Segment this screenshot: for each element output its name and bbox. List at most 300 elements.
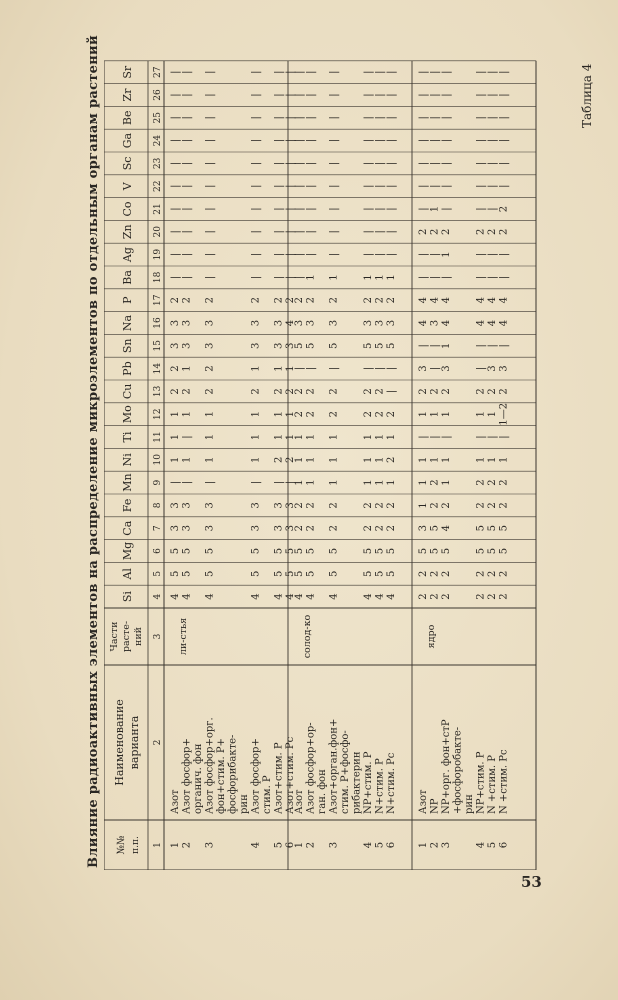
cell-value: 1: [374, 274, 386, 281]
cell-value: |: [374, 252, 386, 257]
cell-value: 5: [429, 547, 441, 555]
cell-value: |: [305, 230, 317, 234]
cell-value: 2: [363, 297, 374, 304]
cell-value: 4: [418, 297, 429, 304]
cell-value: |: [441, 70, 452, 74]
cell-value: 2: [441, 570, 452, 577]
part-label: ядро: [426, 624, 437, 649]
cell-value: |: [363, 207, 374, 211]
variant-name-line: стим. P: [262, 775, 273, 814]
cell-value: 2: [418, 388, 429, 395]
cell-value: |: [305, 161, 317, 166]
cell-value: 2: [498, 388, 510, 395]
column-number: 10: [153, 454, 163, 466]
cell-value: |: [386, 230, 397, 234]
cell-value: |: [250, 138, 262, 143]
cell-value: 2: [487, 502, 498, 509]
cell-value: 5: [328, 570, 340, 577]
variant-name-line: Азот фосфор+орг.: [204, 717, 216, 814]
cell-value: |: [441, 116, 452, 120]
variant-name-line: Азот+стим. Pc: [285, 736, 296, 814]
cell-value: 5: [441, 547, 452, 555]
header-element-fe: Fe: [121, 498, 134, 513]
cell-value: 5: [273, 570, 285, 577]
cell-value: |: [498, 70, 510, 74]
cell-value: |: [294, 161, 305, 166]
header-element-pb: Pb: [121, 361, 134, 376]
cell-value: |: [429, 184, 441, 188]
cell-value: 2: [418, 593, 429, 600]
cell-value: 5: [305, 570, 317, 577]
cell-value: |: [441, 207, 452, 211]
cell-value: 5: [475, 525, 487, 532]
cell-value: 1: [250, 456, 262, 463]
variant-name-line: N +стим. P: [487, 755, 498, 814]
cell-value: 5: [386, 570, 397, 577]
cell-value: 3: [328, 319, 340, 327]
cell-value: |: [305, 207, 317, 211]
cell-value: |: [328, 184, 340, 188]
variant-number: 5: [374, 841, 386, 849]
cell-value: |: [487, 70, 498, 74]
cell-value: 1: [250, 433, 262, 441]
cell-value: |: [250, 207, 262, 211]
cell-value: 2: [418, 228, 429, 235]
cell-value: 5: [204, 570, 216, 577]
cell-value: 2: [363, 525, 374, 532]
cell-value: |: [273, 93, 285, 97]
cell-value: 2: [487, 479, 498, 486]
variant-name-line: N+стим. Pc: [386, 752, 397, 814]
cell-value: 3: [250, 525, 262, 532]
variant-name-line: Азот: [418, 789, 429, 814]
column-number: 26: [153, 89, 163, 101]
cell-value: |: [273, 116, 285, 120]
cell-value: |: [374, 116, 386, 120]
variant-number: 3: [204, 841, 216, 849]
cell-value: 5: [204, 547, 216, 555]
header-element-p: P: [121, 296, 134, 304]
column-number: 23: [153, 157, 163, 170]
cell-value: 2: [328, 502, 340, 509]
header-num-sub: п.п.: [131, 836, 141, 854]
cell-value: 3: [273, 525, 285, 532]
cell-value: |: [250, 480, 262, 485]
variant-number: 6: [386, 841, 397, 849]
variant-name-line: фосфорибакте-: [227, 734, 239, 814]
cell-value: |: [429, 70, 441, 74]
cell-value: 5: [328, 342, 340, 349]
variant-name-line: органич. фон: [193, 743, 204, 814]
cell-value: |: [170, 207, 181, 211]
cell-value: |: [475, 366, 487, 371]
cell-value: |: [273, 252, 285, 257]
cell-value: 2: [429, 502, 441, 509]
cell-value: |: [475, 184, 487, 188]
cell-value: 2: [374, 502, 386, 509]
cell-value: 1: [181, 411, 193, 418]
cell-value: 1: [374, 433, 386, 441]
cell-value: |: [487, 207, 498, 211]
cell-value: 2: [475, 479, 487, 486]
cell-value: 1: [429, 205, 441, 213]
cell-value: |: [429, 93, 441, 97]
cell-value: 2: [429, 570, 441, 577]
cell-value: |: [285, 161, 296, 166]
cell-value: |: [475, 435, 487, 439]
cell-value: |: [285, 138, 296, 143]
cell-value: 1: [181, 365, 193, 372]
cell-value: |: [285, 184, 296, 188]
cell-value: 1: [363, 433, 374, 441]
header-element-ni: Ni: [121, 453, 134, 467]
cell-value: |: [285, 480, 296, 485]
cell-value: |: [170, 252, 181, 257]
cell-value: 1: [305, 433, 317, 441]
cell-value: 1: [386, 433, 397, 441]
cell-value: 1: [294, 479, 305, 486]
cell-value: 5: [328, 547, 340, 555]
cell-value: |: [204, 161, 216, 166]
cell-value: 2: [328, 525, 340, 532]
cell-value: 1: [250, 365, 262, 372]
cell-value: 4: [374, 593, 386, 600]
cell-value: 3: [170, 319, 181, 327]
variant-number: 3: [441, 841, 452, 849]
cell-value: |: [328, 230, 340, 234]
cell-value: 2: [204, 365, 216, 372]
cell-value: 4: [285, 319, 296, 327]
cell-value: |: [475, 93, 487, 97]
table-title: Влияние радиоактивных элементов на распределение микроэлементов по отдельным органам растений: [86, 35, 101, 868]
cell-value: |: [181, 435, 193, 439]
cell-value: 3: [498, 365, 510, 372]
cell-value: 1: [374, 456, 386, 463]
cell-value: 5: [374, 342, 386, 349]
cell-value: 5: [386, 342, 397, 349]
cell-value: |: [374, 230, 386, 234]
cell-value: 5: [294, 547, 305, 555]
cell-value: 1: [487, 411, 498, 418]
cell-value: 2: [204, 388, 216, 395]
cell-value: |: [487, 435, 498, 439]
cell-value: |: [204, 138, 216, 143]
cell-value: 2: [170, 365, 181, 372]
cell-value: |: [429, 116, 441, 120]
cell-value: 4: [475, 319, 487, 327]
cell-value: 4: [498, 297, 510, 304]
cell-value: |: [328, 116, 340, 120]
column-number: 11: [153, 431, 163, 443]
cell-value: 2: [170, 388, 181, 395]
cell-value: |: [441, 138, 452, 143]
header-element-co: Co: [121, 201, 134, 217]
header-element-mn: Mn: [121, 473, 134, 492]
cell-value: |: [498, 161, 510, 166]
cell-value: 4: [363, 593, 374, 600]
cell-value: 3: [204, 342, 216, 349]
variant-name-line: рин: [239, 794, 250, 814]
table-number: Таблица 4: [580, 63, 594, 128]
header-element-mg: Mg: [121, 541, 134, 561]
cell-value: |: [305, 138, 317, 143]
cell-value: |: [170, 230, 181, 234]
cell-value: |: [273, 275, 285, 280]
cell-value: |: [294, 366, 305, 371]
cell-value: 1: [386, 479, 397, 486]
cell-value: 2: [294, 388, 305, 395]
cell-value: |: [285, 207, 296, 211]
column-number: 20: [153, 226, 163, 238]
cell-value: 1: [418, 479, 429, 486]
cell-value: 4: [418, 319, 429, 327]
cell-value: 1: [487, 456, 498, 463]
cell-value: 1: [328, 274, 340, 281]
cell-value: 1: [441, 456, 452, 463]
cell-value: 2: [475, 228, 487, 235]
cell-value: 5: [429, 525, 441, 532]
cell-value: |: [418, 138, 429, 143]
cell-value: 5: [285, 570, 296, 577]
column-number: 25: [153, 112, 163, 124]
cell-value: 2: [429, 388, 441, 395]
cell-value: |: [328, 252, 340, 257]
cell-value: 3: [418, 365, 429, 372]
cell-value: 3: [386, 319, 397, 327]
cell-value: |: [170, 480, 181, 485]
cell-value: 5: [374, 570, 386, 577]
cell-value: |: [273, 207, 285, 211]
cell-value: 2: [386, 525, 397, 532]
cell-value: 3: [273, 342, 285, 349]
cell-value: 2: [498, 570, 510, 577]
cell-value: 1: [305, 274, 317, 281]
cell-value: 1: [429, 456, 441, 463]
cell-value: |: [386, 70, 397, 74]
cell-value: |: [181, 184, 193, 188]
cell-value: |: [386, 389, 397, 394]
cell-value: 3: [429, 319, 441, 327]
cell-value: |: [429, 252, 441, 257]
variant-name-line: NP: [429, 798, 441, 814]
cell-value: 2: [429, 479, 441, 486]
cell-value: |: [475, 207, 487, 211]
cell-value: |: [374, 70, 386, 74]
cell-value: |: [363, 230, 374, 234]
header-num: №№: [116, 835, 127, 855]
header-element-zr: Zr: [121, 88, 134, 102]
cell-value: |: [475, 275, 487, 280]
header-element-v: V: [121, 182, 134, 191]
cell-value: |: [475, 116, 487, 120]
variant-name-line: фон+стим. P+: [216, 738, 227, 814]
cell-value: 3: [170, 525, 181, 532]
cell-value: 5: [305, 342, 317, 349]
cell-value: 2: [418, 570, 429, 577]
column-number: 13: [153, 385, 163, 398]
variant-number: 3: [328, 841, 340, 849]
cell-value: |: [441, 161, 452, 166]
cell-value: 2: [181, 297, 193, 304]
cell-value: 4: [441, 297, 452, 304]
cell-value: |: [418, 207, 429, 211]
cell-value: 2: [273, 388, 285, 395]
variant-number: 2: [429, 841, 441, 849]
cell-value: 2: [305, 525, 317, 532]
variant-name-line: Азот: [294, 789, 305, 814]
cell-value: |: [418, 252, 429, 257]
cell-value: 2: [328, 388, 340, 395]
cell-value: 5: [250, 547, 262, 555]
cell-value: |: [250, 161, 262, 166]
cell-value: 1: [386, 274, 397, 281]
cell-value: 2: [170, 297, 181, 304]
variant-name-line: рин: [464, 794, 475, 814]
table-svg: [104, 60, 544, 870]
header-element-ti: Ti: [121, 431, 134, 443]
cell-value: |: [363, 161, 374, 166]
cell-value: |: [487, 275, 498, 280]
cell-value: |: [386, 252, 397, 257]
cell-value: 2: [498, 593, 510, 600]
column-number: 27: [153, 66, 163, 78]
cell-value: |: [305, 116, 317, 120]
cell-value: 4: [328, 593, 340, 600]
cell-value: 2: [441, 593, 452, 600]
cell-value: 4: [487, 319, 498, 327]
variant-name-line: N +стим. Pc: [498, 749, 510, 814]
header-variant-sub: варианта: [128, 715, 141, 770]
cell-value: 2: [487, 388, 498, 395]
column-number: 15: [153, 340, 163, 352]
cell-value: 4: [487, 297, 498, 304]
cell-value: 2: [285, 297, 296, 304]
cell-value: 3: [250, 342, 262, 349]
cell-value: 2: [363, 411, 374, 418]
variant-name-line: Азот: [170, 789, 181, 814]
cell-value: 1: [285, 365, 296, 372]
cell-value: 5: [386, 547, 397, 555]
cell-value: |: [204, 116, 216, 120]
cell-value: |: [250, 184, 262, 188]
cell-value: |: [386, 138, 397, 143]
variant-number: 4: [363, 841, 374, 849]
cell-value: |: [429, 138, 441, 143]
cell-value: 1: [441, 342, 452, 349]
cell-value: |: [418, 116, 429, 120]
cell-value: 5: [498, 525, 510, 532]
cell-value: 1: [294, 433, 305, 441]
cell-value: 3: [285, 525, 296, 532]
cell-value: 1: [170, 411, 181, 418]
column-number: 9: [153, 479, 163, 486]
cell-value: 2: [294, 502, 305, 509]
cell-value: |: [441, 275, 452, 280]
cell-value: 2: [328, 411, 340, 418]
cell-value: 4: [285, 593, 296, 600]
cell-value: |: [498, 184, 510, 188]
cell-value: |: [498, 116, 510, 120]
cell-value: 2: [294, 411, 305, 418]
cell-value: |: [285, 116, 296, 120]
cell-value: 1: [170, 456, 181, 463]
cell-value: 1: [418, 456, 429, 463]
variant-name-line: NP+стим. P: [475, 751, 487, 814]
cell-value: 5: [363, 342, 374, 349]
cell-value: 2: [305, 388, 317, 395]
cell-value: 4: [250, 593, 262, 600]
cell-value: 2: [475, 502, 487, 509]
cell-value: 2: [429, 593, 441, 600]
cell-value: |: [328, 207, 340, 211]
cell-value: 1: [273, 433, 285, 441]
cell-value: |: [386, 116, 397, 120]
cell-value: 1: [305, 479, 317, 486]
cell-value: |: [363, 366, 374, 371]
cell-value: |: [328, 366, 340, 371]
cell-value: 5: [305, 547, 317, 555]
cell-value: |: [487, 252, 498, 257]
cell-value: 5: [487, 525, 498, 532]
cell-value: 2: [441, 228, 452, 235]
cell-value: 4: [498, 319, 510, 327]
cell-value: 2: [498, 479, 510, 486]
cell-value: |: [250, 70, 262, 74]
cell-value: 5: [475, 547, 487, 555]
cell-value: |: [475, 138, 487, 143]
cell-value: 2: [374, 525, 386, 532]
variant-name-line: Азот фосфор+ор-: [305, 722, 317, 814]
header-variant: Наименование: [113, 699, 126, 786]
cell-value: 1: [475, 411, 487, 418]
cell-value: 3: [363, 319, 374, 327]
cell-value: |: [305, 366, 317, 371]
cell-value: |: [250, 93, 262, 97]
cell-value: 5: [181, 547, 193, 555]
cell-value: 2: [181, 388, 193, 395]
cell-value: |: [374, 138, 386, 143]
cell-value: |: [386, 184, 397, 188]
cell-value: |: [204, 480, 216, 485]
cell-value: 4: [386, 593, 397, 600]
cell-value: 1: [418, 411, 429, 418]
column-number: 7: [153, 525, 163, 532]
cell-value: 5: [273, 547, 285, 555]
cell-value: |: [487, 184, 498, 188]
cell-value: |: [498, 344, 510, 348]
cell-value: |: [363, 70, 374, 74]
cell-value: 2: [273, 456, 285, 463]
cell-value: 3: [273, 319, 285, 327]
column-number: 6: [153, 548, 163, 554]
cell-value: 3: [204, 525, 216, 532]
cell-value: 1: [441, 479, 452, 486]
cell-value: 1: [441, 251, 452, 258]
cell-value: |: [181, 161, 193, 166]
cell-value: |: [170, 184, 181, 188]
cell-value: |: [294, 93, 305, 97]
cell-value: |: [487, 138, 498, 143]
variant-name-line: NP+орг. фон+стP: [441, 719, 452, 814]
cell-value: 2: [498, 502, 510, 509]
header-element-al: Al: [121, 568, 134, 580]
part-label: ли-стья: [178, 617, 189, 656]
cell-value: 1: [170, 433, 181, 441]
cell-value: |: [204, 230, 216, 234]
cell-value: 3: [181, 319, 193, 327]
cell-value: 2: [273, 297, 285, 304]
cell-value: 2: [305, 411, 317, 418]
